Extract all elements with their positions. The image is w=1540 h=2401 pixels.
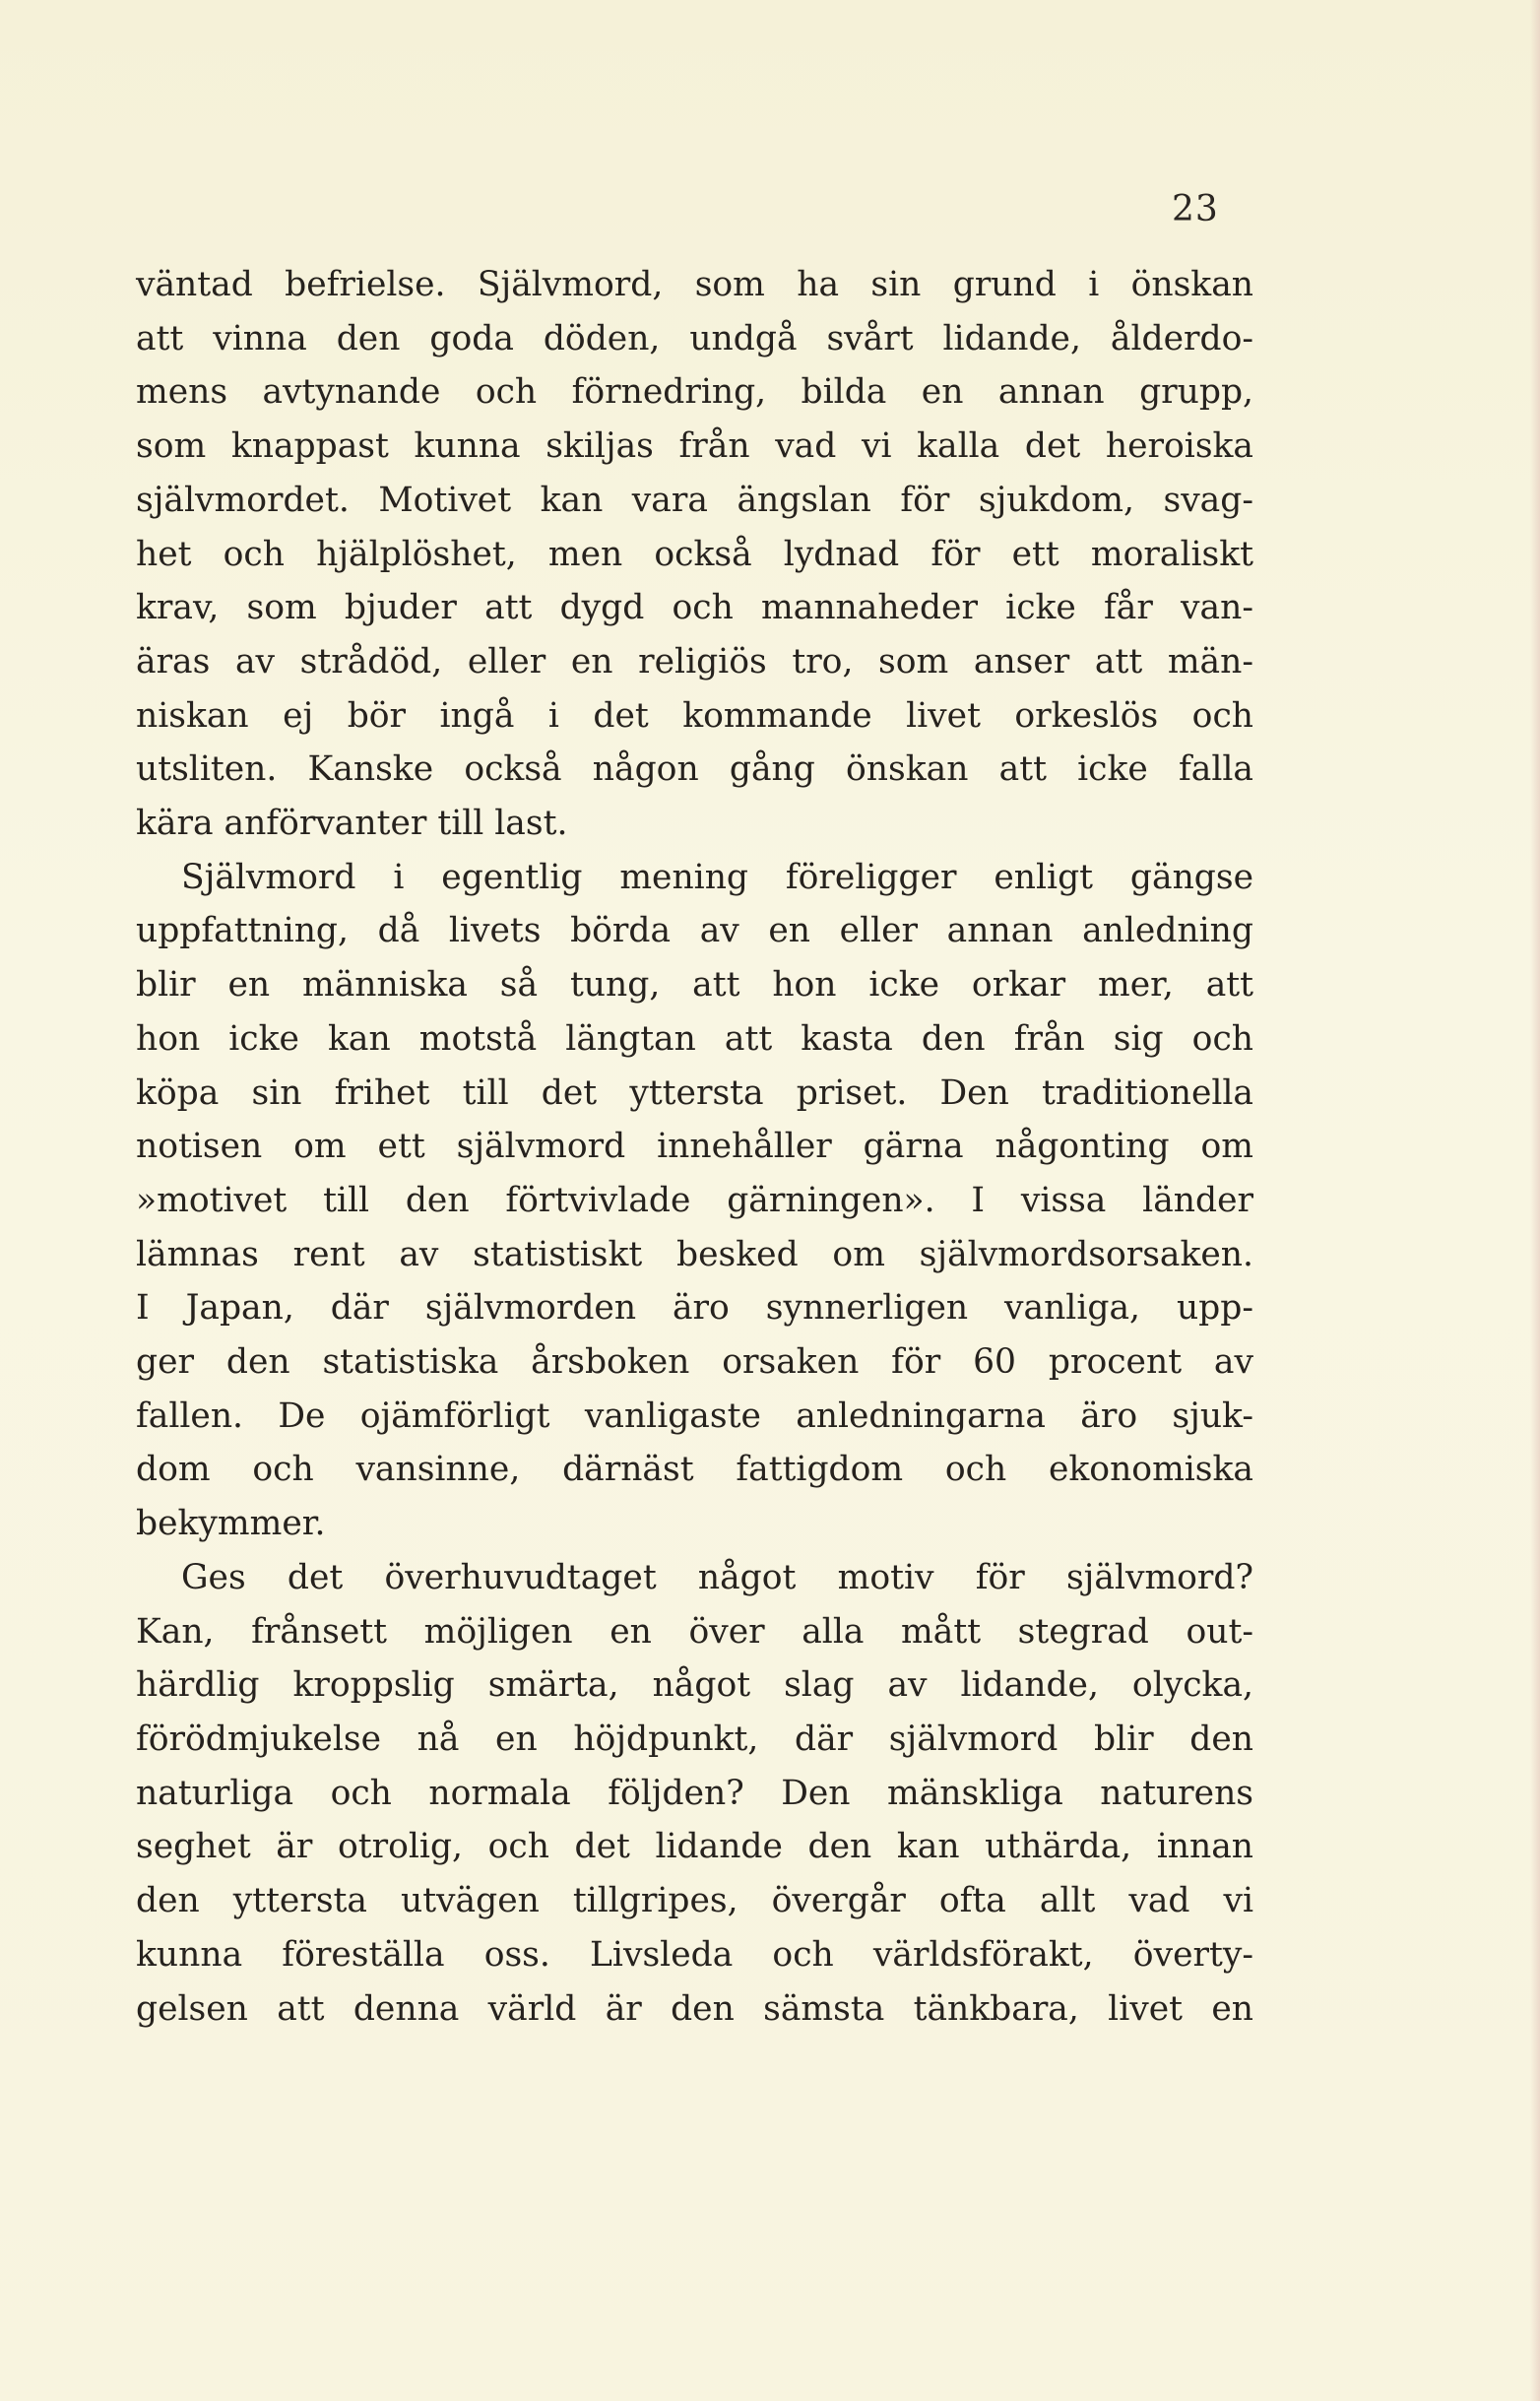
text-line: seghet är otrolig, och det lidande den kan uthärda, innan bbox=[136, 1827, 1253, 1867]
text-line: att vinna den goda döden, undgå svårt lidande, ålderdo- bbox=[136, 318, 1253, 358]
text-line: Ges det överhuvudtaget något motiv för självmord? bbox=[181, 1557, 1253, 1597]
text-line: äras av strådöd, eller en religiös tro, som anser att män- bbox=[136, 641, 1253, 681]
text-line: Självmord i egentlig mening föreligger enligt gängse bbox=[181, 857, 1253, 897]
text-line: köpa sin frihet till det yttersta priset. Den traditionella bbox=[136, 1072, 1253, 1113]
body-text bbox=[136, 258, 1253, 2036]
text-line: självmordet. Motivet kan vara ängslan för sjukdom, svag- bbox=[136, 480, 1253, 520]
page-number: 23 bbox=[1172, 189, 1219, 229]
text-line: blir en människa så tung, att hon icke orkar mer, att bbox=[136, 965, 1253, 1006]
text-line: gelsen att denna värld är den sämsta tänkbara, livet en bbox=[136, 1988, 1253, 2029]
text-line: den yttersta utvägen tillgripes, övergår ofta allt vad vi bbox=[136, 1881, 1253, 1921]
text-line: bekymmer. bbox=[136, 1504, 326, 1544]
text-line: Kan, frånsett möjligen en över alla mått stegrad out- bbox=[136, 1611, 1253, 1652]
text-line: »motivet till den förtvivlade gärningen». I vissa länder bbox=[136, 1180, 1253, 1220]
text-line: ger den statistiska årsboken orsaken för 60 procent av bbox=[136, 1342, 1253, 1383]
text-line: lämnas rent av statistiskt besked om självmordsorsaken. bbox=[136, 1234, 1253, 1274]
text-line: förödmjukelse nå en höjdpunkt, där självmord blir den bbox=[136, 1719, 1253, 1759]
text-line: som knappast kunna skiljas från vad vi kalla det heroiska bbox=[136, 426, 1253, 467]
text-line: krav, som bjuder att dygd och mannaheder icke får van- bbox=[136, 588, 1253, 628]
text-line: hon icke kan motstå längtan att kasta den från sig och bbox=[136, 1018, 1253, 1059]
text-line: het och hjälplöshet, men också lydnad för ett moraliskt bbox=[136, 534, 1253, 574]
page-edge bbox=[1530, 0, 1540, 2401]
text-line: utsliten. Kanske också någon gång önskan att icke falla bbox=[136, 749, 1253, 790]
text-line: mens avtynande och förnedring, bilda en annan grupp, bbox=[136, 372, 1253, 413]
text-line: niskan ej bör ingå i det kommande livet orkeslös och bbox=[136, 695, 1253, 736]
text-line: I Japan, där självmorden äro synnerligen vanliga, upp- bbox=[136, 1288, 1253, 1329]
text-line: kära anförvanter till last. bbox=[136, 804, 568, 844]
text-line: dom och vansinne, därnäst fattigdom och ekonomiska bbox=[136, 1450, 1253, 1490]
text-line: fallen. De ojämförligt vanligaste anledningarna äro sjuk- bbox=[136, 1395, 1253, 1436]
text-line: uppfattning, då livets börda av en eller annan anledning bbox=[136, 911, 1253, 951]
text-line: härdlig kroppslig smärta, något slag av lidande, olycka, bbox=[136, 1665, 1253, 1706]
text-line: kunna föreställa oss. Livsleda och världsförakt, överty- bbox=[136, 1934, 1253, 1975]
text-line: naturliga och normala följden? Den mänskliga naturens bbox=[136, 1773, 1253, 1813]
text-line: notisen om ett självmord innehåller gärna någonting om bbox=[136, 1127, 1253, 1167]
text-line: väntad befrielse. Självmord, som ha sin grund i önskan bbox=[136, 265, 1253, 304]
